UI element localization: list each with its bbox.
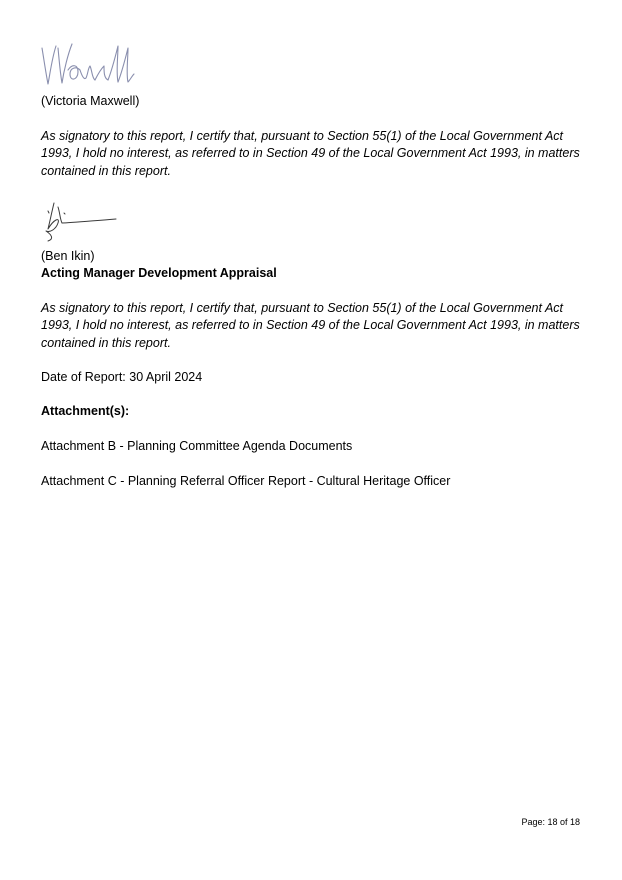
attachment-item-c[interactable]: Attachment C - Planning Referral Officer Report - Cultural Heritage Officer <box>41 474 451 488</box>
attachment-item-b[interactable]: Attachment B - Planning Committee Agenda Documents <box>41 439 353 453</box>
signatory-1-name: (Victoria Maxwell) <box>41 94 140 108</box>
signatory-2-name: (Ben Ikin) <box>41 249 95 263</box>
report-date: Date of Report: 30 April 2024 <box>41 370 203 384</box>
page-number: Page: 18 of 18 <box>521 817 580 827</box>
attachments-heading: Attachment(s): <box>41 404 130 418</box>
signatory-2-declaration: As signatory to this report, I certify that, pursuant to Section 55(1) of the Local Government Act 1993, I hold no interest, as referred to in Section 49 of the Local Government Act 1993, in matters contained in this report. <box>41 301 580 350</box>
signatory-1-declaration: As signatory to this report, I certify that, pursuant to Section 55(1) of the Local Government Act 1993, I hold no interest, as referred to in Section 49 of the Local Government Act 1993, in matters contained in this report. <box>41 129 580 178</box>
signature-ben-ikin <box>40 197 122 245</box>
signatory-2-title: Acting Manager Development Appraisal <box>41 266 277 280</box>
signature-victoria-maxwell <box>38 40 138 88</box>
